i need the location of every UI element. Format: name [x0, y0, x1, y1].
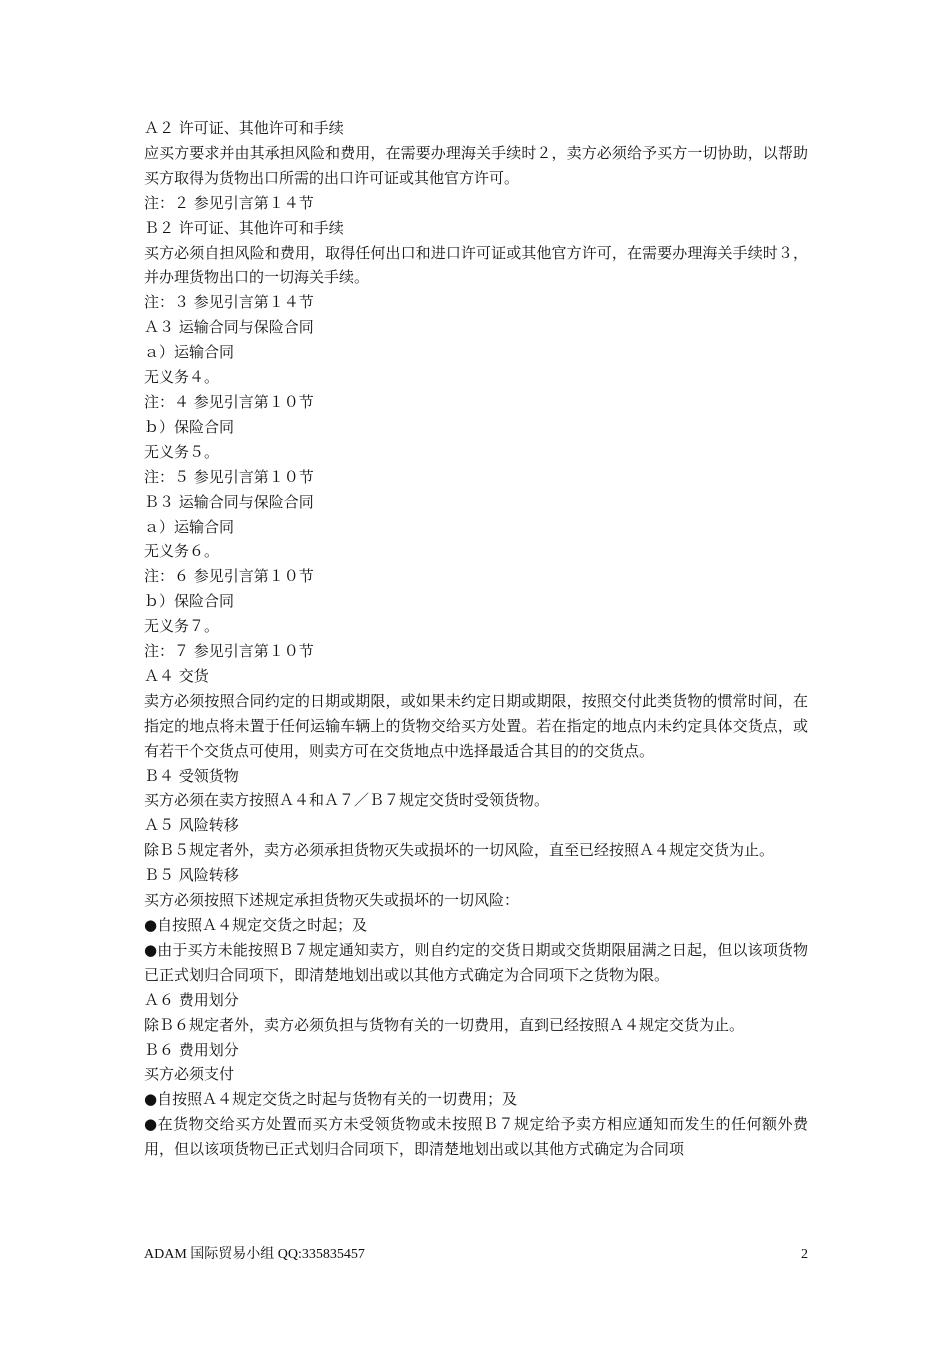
paragraph-b4: 买方必须在卖方按照Ａ４和Ａ７／Ｂ７规定交货时受领货物。 — [144, 791, 550, 810]
section-heading-b6: Ｂ６ 费用划分 — [144, 1040, 239, 1059]
paragraph-a4: 卖方必须按照合同约定的日期或期限，或如果未约定日期或期限，按照交付此类货物的惯常时间，在指定的地点将未置于任何运输车辆上的货物交给买方处置。若在指定的地点内未约定具体交货点，或有若干个交货点可使用，则卖方可在交货地点中选择最适合其目的的交货点。 — [144, 691, 808, 760]
section-heading-a3: Ａ３ 运输合同与保险合同 — [144, 318, 314, 337]
footer-text: ADAM 国际贸易小组 QQ:335835457 — [144, 1247, 365, 1262]
paragraph-b6: 买方必须支付 — [144, 1065, 235, 1084]
paragraph-a6: 除Ｂ６规定者外，卖方必须负担与货物有关的一切费用，直到已经按照Ａ４规定交货为止。 — [144, 1015, 745, 1034]
section-heading-a6: Ａ６ 费用划分 — [144, 990, 239, 1009]
paragraph-b2: 买方必须自担风险和费用，取得任何出口和进口许可证或其他官方许可，在需要办理海关手续时３，并办理货物出口的一切海关手续。 — [144, 243, 808, 287]
subheading-b3-insurance: ｂ）保险合同 — [144, 592, 235, 611]
paragraph-a3-transport: 无义务４。 — [144, 368, 220, 387]
section-heading-a5: Ａ５ 风险转移 — [144, 816, 239, 835]
bullet-b6-2: ●在货物交给买方处置而买方未受领货物或未按照Ｂ７规定给予卖方相应通知而发生的任何额外费用，但以该项货物已正式划归合同项下，即清楚地划出或以其他方式确定为合同项 — [144, 1115, 808, 1159]
paragraph-a5: 除Ｂ５规定者外，卖方必须承担货物灭失或损坏的一切风险，直至已经按照Ａ４规定交货为止。 — [144, 841, 775, 860]
section-heading-a2: Ａ２ 许可证、其他许可和手续 — [144, 119, 344, 137]
paragraph-b3-insurance: 无义务７。 — [144, 617, 220, 636]
bullet-b6-1: ●自按照Ａ４规定交货之时起与货物有关的一切费用；及 — [144, 1090, 518, 1109]
paragraph-a2: 应买方要求并由其承担风险和费用，在需要办理海关手续时２，卖方必须给予买方一切协助，以帮助买方取得为货物出口所需的出口许可证或其他官方许可。 — [144, 143, 808, 187]
note-7: 注：７ 参见引言第１０节 — [144, 642, 314, 661]
paragraph-b3-transport: 无义务６。 — [144, 542, 220, 561]
document-body — [144, 116, 808, 1162]
bullet-b5-1: ●自按照Ａ４规定交货之时起；及 — [144, 916, 368, 934]
note-2: 注：２ 参见引言第１４节 — [144, 193, 314, 212]
section-heading-b3: Ｂ３ 运输合同与保险合同 — [144, 492, 314, 511]
section-heading-b4: Ｂ４ 受领货物 — [144, 766, 239, 785]
note-3: 注：３ 参见引言第１４节 — [144, 293, 314, 312]
subheading-b3-transport: ａ）运输合同 — [144, 517, 235, 536]
note-5: 注：５ 参见引言第１０节 — [144, 467, 314, 486]
paragraph-a3-insurance: 无义务５。 — [144, 442, 220, 461]
section-heading-b5: Ｂ５ 风险转移 — [144, 866, 239, 885]
subheading-a3-transport: ａ）运输合同 — [144, 343, 235, 362]
subheading-a3-insurance: ｂ）保险合同 — [144, 417, 235, 436]
section-heading-a4: Ａ４ 交货 — [144, 666, 209, 685]
note-4: 注：４ 参见引言第１０节 — [144, 392, 314, 411]
note-6: 注：６ 参见引言第１０节 — [144, 567, 314, 586]
bullet-b5-2: ●由于买方未能按照Ｂ７规定通知卖方，则自约定的交货日期或交货期限届满之日起，但以该项货物已正式划归合同项下，即清楚地划出或以其他方式确定为合同项下之货物为限。 — [144, 940, 808, 984]
section-heading-b2: Ｂ２ 许可证、其他许可和手续 — [144, 218, 344, 237]
paragraph-b5: 买方必须按照下述规定承担货物灭失或损坏的一切风险： — [144, 891, 520, 910]
page-number: 2 — [801, 1247, 808, 1262]
